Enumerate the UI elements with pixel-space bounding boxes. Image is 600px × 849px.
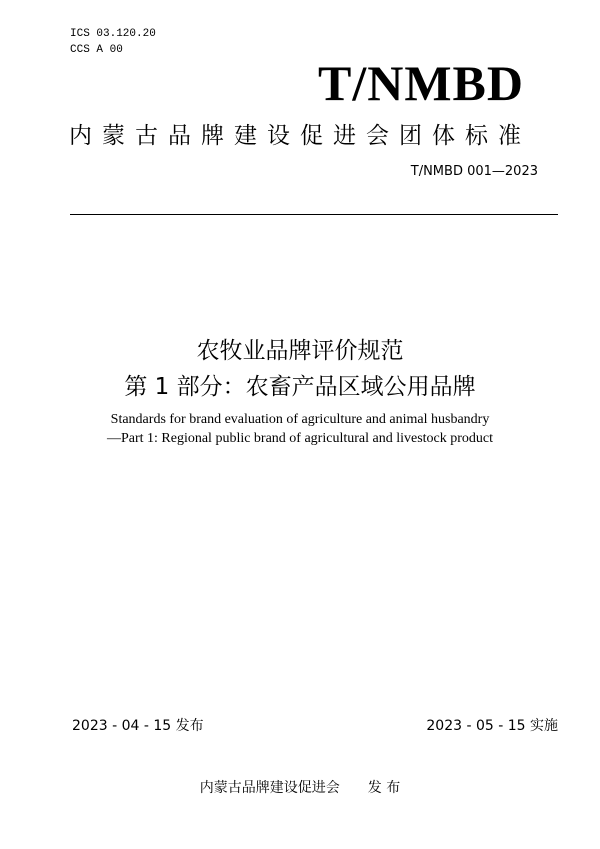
title-en-line2: —Part 1: Regional public brand of agricultural and livestock product [106, 431, 494, 446]
title-en-line1: Standards for brand evaluation of agriculture and animal husbandry [110, 412, 490, 427]
issuer-name: 内蒙古品牌建设促进会 [199, 780, 340, 796]
ics-code: ICS 03.120.20 [70, 28, 156, 40]
issuer-action: 发 布 [367, 780, 401, 796]
standard-number: T/NMBD 001—2023 [410, 164, 538, 179]
organization-title: 内蒙古品牌建设促进会团体标准 [69, 123, 531, 149]
issuer [0, 777, 600, 797]
title-cn-line1: 农牧业品牌评价规范 [196, 338, 404, 364]
standard-logo: T/NMBD [318, 55, 524, 111]
implement-date: 2023 - 05 - 15 实施 [426, 718, 558, 734]
publish-date: 2023 - 04 - 15 发布 [72, 718, 204, 734]
header-divider [70, 214, 558, 215]
ccs-code: CCS A 00 [70, 44, 123, 56]
title-cn-line2: 第 1 部分：农畜产品区域公用品牌 [124, 374, 476, 400]
